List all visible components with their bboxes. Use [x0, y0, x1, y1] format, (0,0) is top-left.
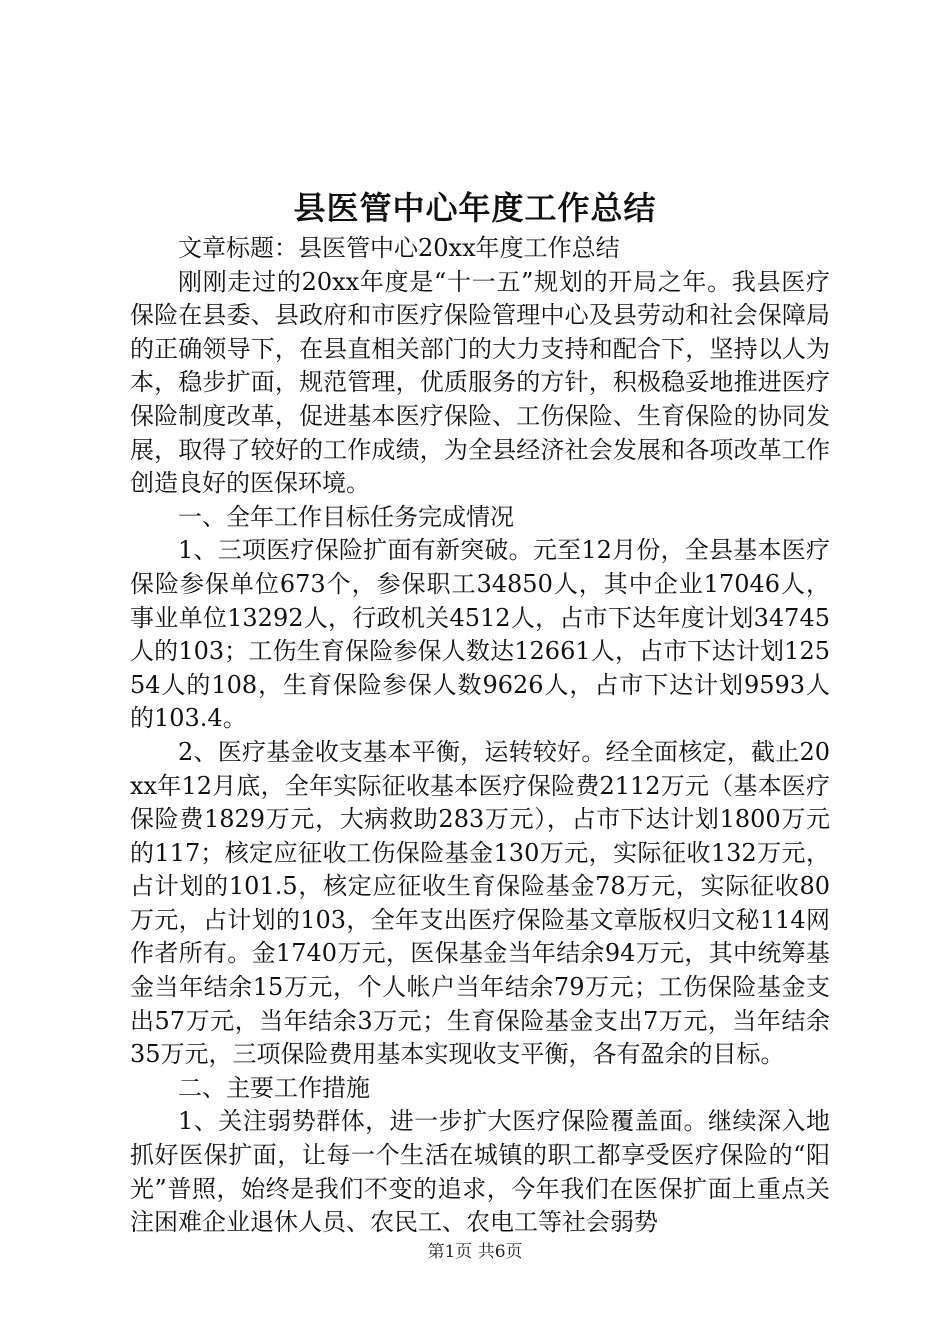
- document-title: 县医管中心年度工作总结: [293, 189, 657, 227]
- paragraph-vulnerable-groups: 1、关注弱势群体，进一步扩大医疗保险覆盖面。继续深入地抓好医保扩面，让每一个生活在城镇的职工都享受医疗保险的“阳光”普照，始终是我们不变的追求，今年我们在医保扩面上重点关注困难企业退休人员、农民工、农电工等社会弱势: [130, 1107, 830, 1237]
- paragraph-coverage: 1、三项医疗保险扩面有新突破。元至12月份，全县基本医疗保险参保单位673个，参保职工34850人，其中企业17046人，事业单位13292人，行政机关4512人，占市下达年度计划34745人的103；工伤生育保险参保人数达12661人，占市下达计划12554人的108，生育保险参保人数9626人，占市下达计划9593人的103.4。: [130, 536, 830, 733]
- article-title-line: 文章标题：县医管中心20xx年度工作总结: [178, 234, 620, 262]
- document-body: [130, 232, 830, 1240]
- intro-paragraph: 刚刚走过的20xx年度是“十一五”规划的开局之年。我县医疗保险在县委、县政府和市医疗保险管理中心及县劳动和社会保障局的正确领导下，在县直相关部门的大力支持和配合下，坚持以人为本，稳步扩面，规范管理，优质服务的方针，积极稳妥地推进医疗保险制度改革，促进基本医疗保险、工伤保险、生育保险的协同发展，取得了较好的工作成绩，为全县经济社会发展和各项改革工作创造良好的医保环境。: [130, 267, 830, 498]
- paragraph-fund-balance: 2、医疗基金收支基本平衡，运转较好。经全面核定，截止20xx年12月底，全年实际征收基本医疗保险费2112万元（基本医疗保险费1829万元，大病救助283万元），占市下达计划1800万元的117；核定应征收工伤保险基金130万元，实际征收132万元，占计划的101.5，核定应征收生育保险基金78万元，实际征收80万元，占计划的103，全年支出医疗保险基文章版权归文秘114网作者所有。金1740万元，医保基金当年结余94万元，其中统筹基金当年结余15万元，个人帐户当年结余79万元；工伤保险基金支出57万元，当年结余3万元；生育保险基金支出7万元，当年结余35万元，三项保险费用基本实现收支平衡，各有盈余的目标。: [130, 737, 830, 1069]
- page-footer: 第1页 共6页: [427, 1242, 523, 1262]
- section-heading-1: 一、全年工作目标任务完成情况: [178, 502, 514, 531]
- section-heading-2: 二、主要工作措施: [178, 1073, 370, 1102]
